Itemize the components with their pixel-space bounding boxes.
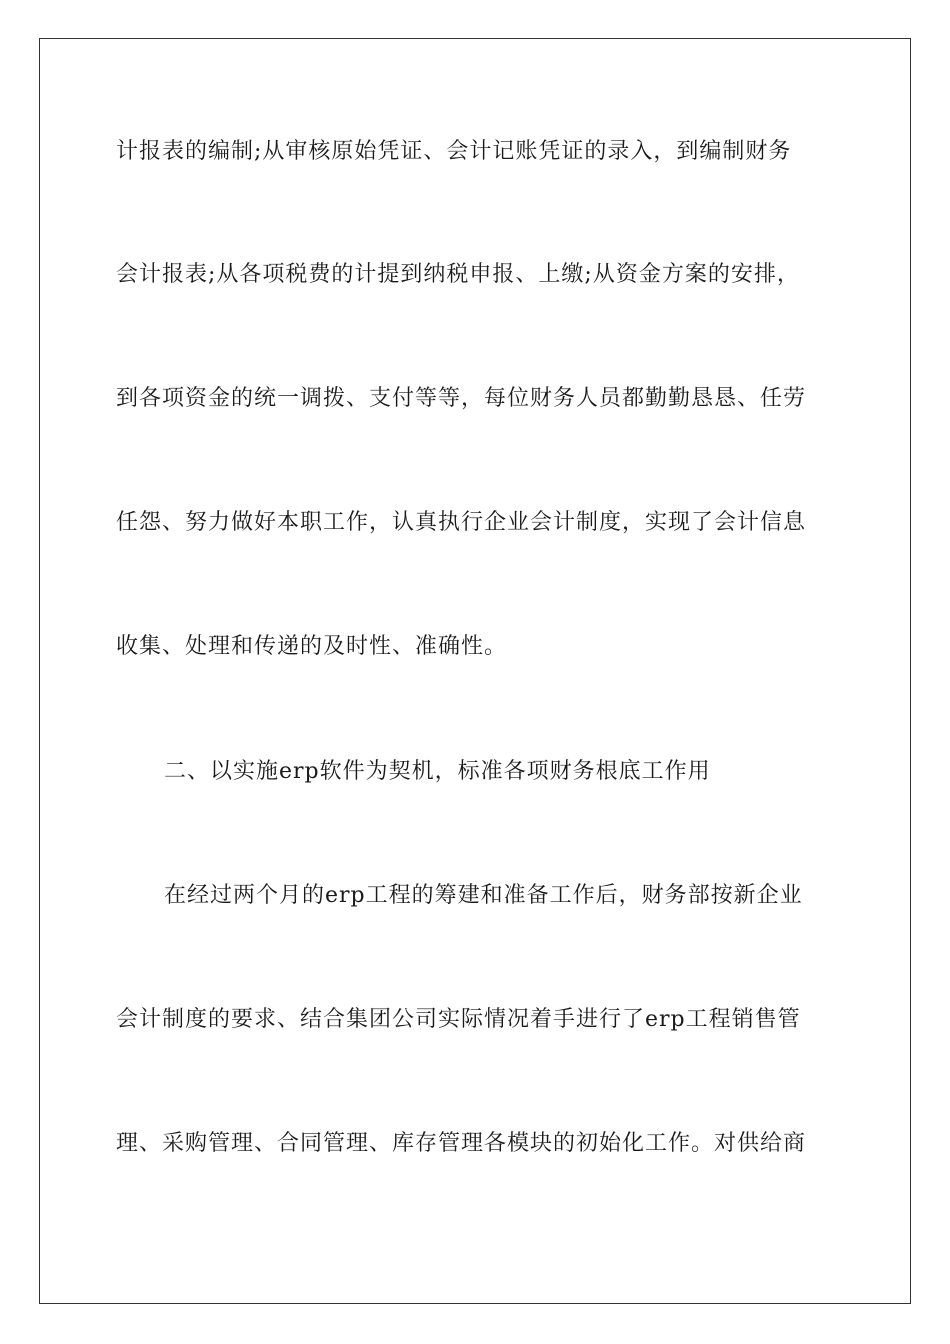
section-heading: 二、以实施erp软件为契机，标准各项财务根底工作用: [164, 759, 711, 784]
text-line: 会计制度的要求、结合集团公司实际情况着手进行了erp工程销售管: [116, 1007, 801, 1032]
page-border: [39, 38, 911, 1304]
text-line: 在经过两个月的erp工程的筹建和准备工作后，财务部按新企业: [164, 883, 803, 908]
text-line: 收集、处理和传递的及时性、准确性。: [116, 634, 508, 659]
text-line: 任怨、努力做好本职工作，认真执行企业会计制度，实现了会计信息: [116, 510, 807, 535]
text-line: 到各项资金的统一调拨、支付等等，每位财务人员都勤勤恳恳、任劳: [116, 386, 807, 411]
text-line: 会计报表;从各项税费的计提到纳税申报、上缴;从资金方案的安排，: [116, 262, 800, 287]
text-line: 理、采购管理、合同管理、库存管理各模块的初始化工作。对供给商: [116, 1131, 807, 1156]
text-line: 计报表的编制;从审核原始凭证、会计记账凭证的录入，到编制财务: [116, 139, 792, 164]
